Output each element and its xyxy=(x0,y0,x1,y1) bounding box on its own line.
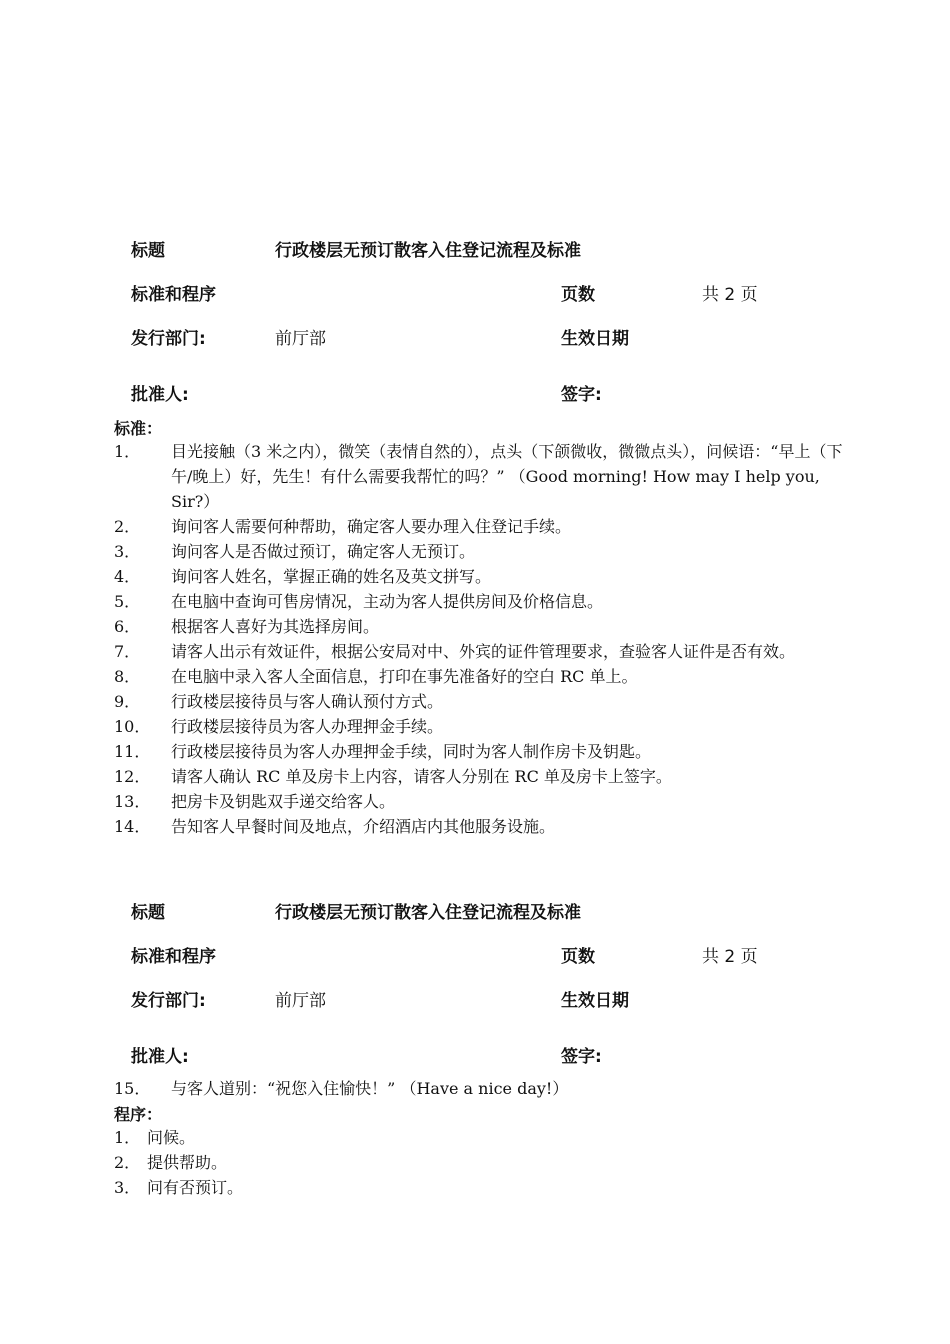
item-text: 请客人确认 RC 单及房卡上内容，请客人分别在 RC 单及房卡上签字。 xyxy=(171,767,672,786)
item-number: 1． xyxy=(114,1128,141,1147)
item-text: 根据客人喜好为其选择房间。 xyxy=(171,617,380,636)
item-text: 询问客人需要何种帮助，确定客人要办理入住登记手续。 xyxy=(171,517,572,536)
list-item xyxy=(114,439,854,514)
approver-label: 批准人: xyxy=(131,1047,189,1067)
title-value: 行政楼层无预订散客入住登记流程及标准 xyxy=(275,241,581,261)
signature-label: 签字: xyxy=(561,385,602,405)
title-label: 标题 xyxy=(131,903,165,923)
title-value: 行政楼层无预订散客入住登记流程及标准 xyxy=(275,903,581,923)
list-item xyxy=(114,1175,854,1200)
item-text: 行政楼层接待员与客人确认预付方式。 xyxy=(171,692,444,711)
item-number: 5． xyxy=(114,592,141,611)
doc-header-2 xyxy=(0,898,950,1098)
list-item xyxy=(114,564,854,589)
standards-heading: 标准： xyxy=(114,419,163,438)
list-item xyxy=(114,639,854,664)
title-label: 标题 xyxy=(131,241,165,261)
item-text: 询问客人姓名，掌握正确的姓名及英文拼写。 xyxy=(171,567,492,586)
item-text: 问候。 xyxy=(147,1128,196,1147)
item-number: 10． xyxy=(114,717,151,736)
item-number: 12． xyxy=(114,767,151,786)
standards-list-continued xyxy=(114,1076,854,1101)
pages-label: 页数 xyxy=(561,285,595,305)
effective-date-label: 生效日期 xyxy=(561,329,629,349)
list-item xyxy=(114,764,854,789)
item-number: 11． xyxy=(114,742,151,761)
approver-label: 批准人: xyxy=(131,385,189,405)
standards-procedures-label: 标准和程序 xyxy=(131,285,216,305)
item-number: 1． xyxy=(114,442,141,461)
list-item xyxy=(114,1125,854,1150)
list-item xyxy=(114,664,854,689)
item-text: 把房卡及钥匙双手递交给客人。 xyxy=(171,792,396,811)
item-text: 告知客人早餐时间及地点，介绍酒店内其他服务设施。 xyxy=(171,817,556,836)
item-number: 14． xyxy=(114,817,151,836)
pages-value: 共 2 页 xyxy=(702,285,758,305)
department-label: 发行部门: xyxy=(131,991,206,1011)
list-item xyxy=(114,1076,854,1101)
department-label: 发行部门: xyxy=(131,329,206,349)
pages-value: 共 2 页 xyxy=(702,947,758,967)
list-item xyxy=(114,614,854,639)
list-item xyxy=(114,739,854,764)
department-value: 前厅部 xyxy=(275,991,326,1011)
item-text: 在电脑中查询可售房情况，主动为客人提供房间及价格信息。 xyxy=(171,592,604,611)
item-number: 2． xyxy=(114,1153,141,1172)
item-number: 3． xyxy=(114,1178,141,1197)
item-text: 询问客人是否做过预订，确定客人无预订。 xyxy=(171,542,476,561)
list-item xyxy=(114,814,854,839)
item-text: 目光接触（3 米之内），微笑（表情自然的），点头（下颌微收，微微点头），问候语：“早上（下午/晚上）好，先生！有什么需要我帮忙的吗？” （Good morning! How may I help you, Sir?） xyxy=(171,442,843,511)
list-item xyxy=(114,589,854,614)
list-item xyxy=(114,1150,854,1175)
standards-list xyxy=(114,439,854,839)
list-item xyxy=(114,789,854,814)
item-number: 13． xyxy=(114,792,151,811)
item-number: 6． xyxy=(114,617,141,636)
item-text: 问有否预订。 xyxy=(147,1178,244,1197)
item-text: 请客人出示有效证件，根据公安局对中、外宾的证件管理要求，查验客人证件是否有效。 xyxy=(171,642,796,661)
procedure-heading: 程序： xyxy=(114,1105,163,1124)
list-item xyxy=(114,539,854,564)
item-text: 提供帮助。 xyxy=(147,1153,228,1172)
pages-label: 页数 xyxy=(561,947,595,967)
item-number: 7． xyxy=(114,642,141,661)
item-number: 9． xyxy=(114,692,141,711)
item-text: 行政楼层接待员为客人办理押金手续，同时为客人制作房卡及钥匙。 xyxy=(171,742,652,761)
item-text: 在电脑中录入客人全面信息，打印在事先准备好的空白 RC 单上。 xyxy=(171,667,638,686)
list-item xyxy=(114,514,854,539)
effective-date-label: 生效日期 xyxy=(561,991,629,1011)
item-number: 3． xyxy=(114,542,141,561)
signature-label: 签字: xyxy=(561,1047,602,1067)
list-item xyxy=(114,714,854,739)
item-number: 2． xyxy=(114,517,141,536)
procedure-list xyxy=(114,1125,854,1200)
item-number: 8． xyxy=(114,667,141,686)
item-text: 行政楼层接待员为客人办理押金手续。 xyxy=(171,717,444,736)
department-value: 前厅部 xyxy=(275,329,326,349)
doc-header-1 xyxy=(0,236,950,436)
item-number: 15． xyxy=(114,1079,151,1098)
item-number: 4． xyxy=(114,567,141,586)
item-text: 与客人道别：“祝您入住愉快！” （Have a nice day!） xyxy=(171,1079,569,1098)
list-item xyxy=(114,689,854,714)
standards-procedures-label: 标准和程序 xyxy=(131,947,216,967)
